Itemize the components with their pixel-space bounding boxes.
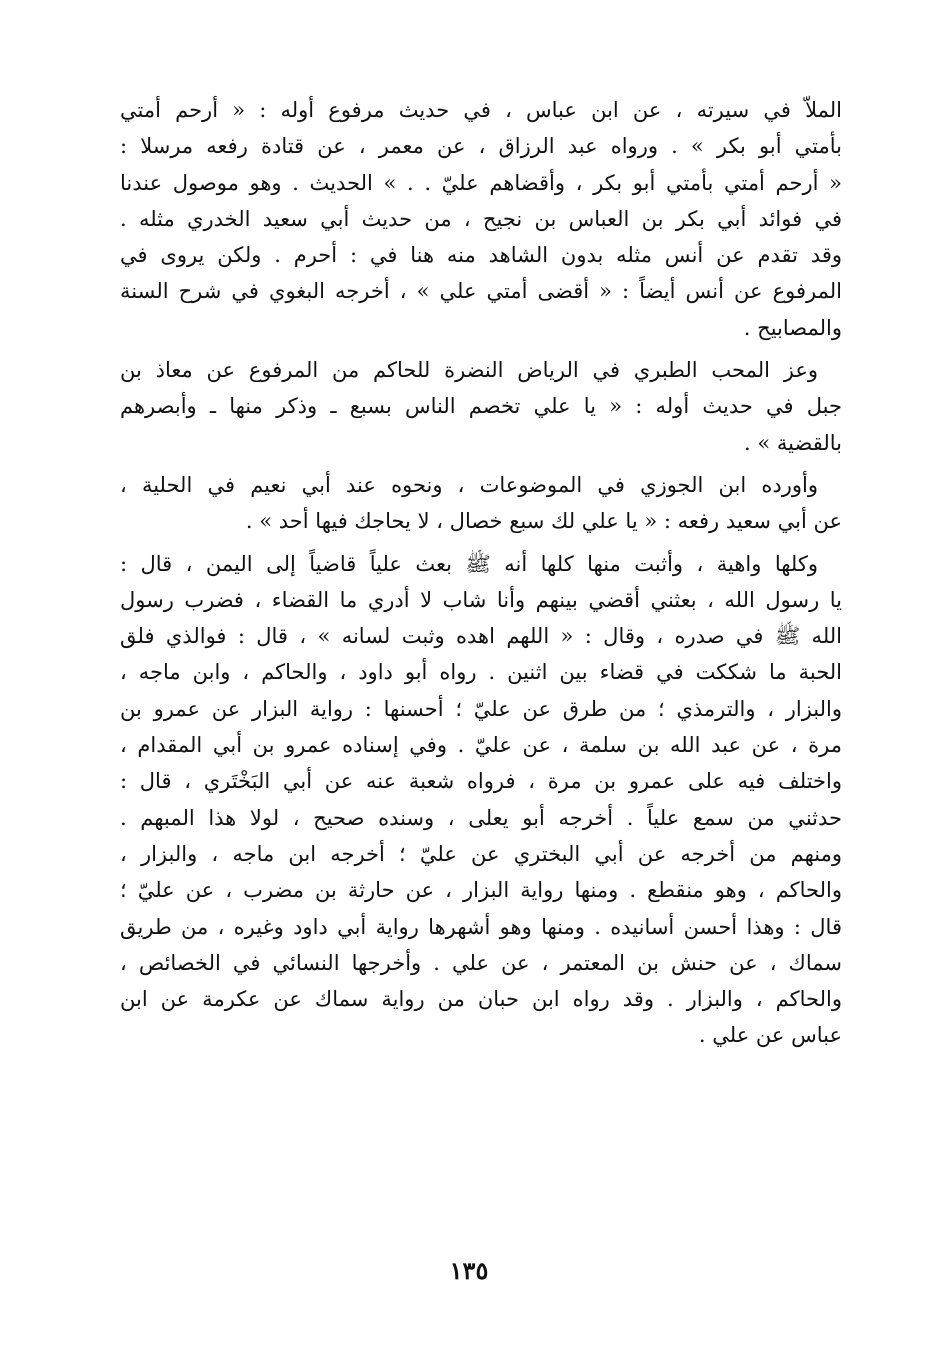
text-line: « أرحم أمتي بأمتي أبو بكر ، وأقضاهم عليّ . . » الحديث . وهو موصول عندنا xyxy=(120,170,842,195)
text-line: ومنهم من أخرجه عن أبي البختري عن عليّ ؛ أخرجه ابن ماجه ، والبزار ، xyxy=(120,841,842,866)
text-line: وأورده ابن الجوزي في الموضوعات ، ونحوه عند أبي نعيم في الحلية ، xyxy=(120,472,818,497)
paragraph-4 xyxy=(120,546,842,1054)
text-line: الملاّ في سيرته ، عن ابن عباس ، في حديث مرفوع أوله : « أرحم أمتي xyxy=(120,98,842,122)
text-line: جبل في حديث أوله : « يا علي تخصم الناس بسبع ـ وذكر منها ـ وأبصرهم xyxy=(120,394,842,419)
text-line: والمصابيح . xyxy=(743,315,842,340)
text-line: الحبة ما شككت في قضاء بين اثنين . رواه أبو داود ، والحاكم ، وابن ماجه ، xyxy=(120,660,842,685)
text-line: الله ﷺ في صدره ، وقال : « اللهم اهده وثبت لسانه » ، قال : فوالذي فلق xyxy=(120,624,842,649)
text-line: واختلف فيه على عمرو بن مرة ، فرواه شعبة عنه عن أبي البَخْتَري ، قال : xyxy=(120,769,842,794)
paragraph-2 xyxy=(120,352,842,461)
text-line: وقد تقدم عن أنس مثله بدون الشاهد منه هنا في : أحرم . ولكن يروى في xyxy=(120,243,842,268)
text-line: قال : وهذا أحسن أسانيده . ومنها وهو أشهرها رواية أبي داود وغيره ، من طريق xyxy=(120,914,842,939)
text-line: في فوائد أبي بكر بن العباس بن نجيح ، من حديث أبي سعيد الخدري مثله . xyxy=(120,206,842,231)
text-line: سماك ، عن حنش بن المعتمر ، عن علي . وأخرجها النسائي في الخصائص ، xyxy=(120,950,842,975)
text-line: حدثني من سمع علياً . أخرجه أبو يعلى ، وسنده صحيح ، لولا هذا المبهم . xyxy=(120,805,842,830)
paragraph-1 xyxy=(120,92,842,346)
text-line: المرفوع عن أنس أيضاً : « أقضى أمتي علي » ، أخرجه البغوي في شرح السنة xyxy=(120,279,842,304)
page-number: ١٣٥ xyxy=(449,1256,489,1285)
text-line: مرة ، عن عبد الله بن سلمة ، عن عليّ . وفي إسناده عمرو بن أبي المقدام ، xyxy=(120,733,842,758)
page-body xyxy=(120,92,842,1060)
text-line: وعز المحب الطبري في الرياض النضرة للحاكم من المرفوع عن معاذ بن xyxy=(120,358,818,383)
text-line: بالقضية » . xyxy=(744,430,842,455)
text-line: والحاكم ، والبزار . وقد رواه ابن حبان من رواية سماك عن عكرمة عن ابن xyxy=(120,987,842,1012)
text-line: والحاكم ، وهو منقطع . ومنها رواية البزار ، عن حارثة بن مضرب ، عن عليّ ؛ xyxy=(120,878,842,903)
text-line: والبزار ، والترمذي ؛ من طرق عن عليّ ؛ أحسنها : رواية البزار عن عمرو بن xyxy=(120,696,842,721)
text-line: بأمتي أبو بكر » . ورواه عبد الرزاق ، عن معمر ، عن قتادة رفعه مرسلا : xyxy=(120,134,842,159)
text-line: وكلها واهية ، وأثبت منها كلها أنه ﷺ بعث علياً قاضياً إلى اليمن ، قال : xyxy=(120,551,818,576)
text-line: يا رسول الله ، بعثني أقضي بينهم وأنا شاب لا أدري ما القضاء ، فضرب رسول xyxy=(120,587,842,612)
text-line: عباس عن علي . xyxy=(698,1023,842,1048)
paragraph-3 xyxy=(120,467,842,540)
text-line: عن أبي سعيد رفعه : « يا علي لك سبع خصال ، لا يحاجك فيها أحد » . xyxy=(245,509,842,534)
